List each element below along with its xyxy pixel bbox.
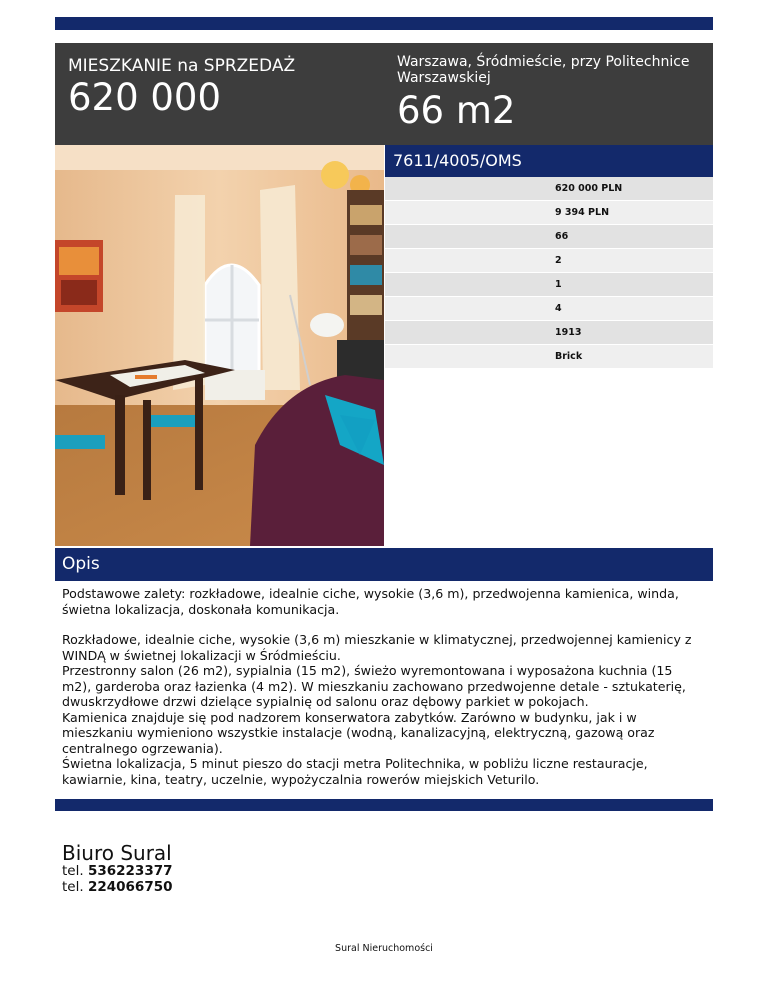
param-value: 1913 [555,327,582,338]
description-body [62,586,702,787]
param-value: 1 [555,279,562,290]
tel-label: tel. [62,879,84,895]
offer-price: 620 000 [68,76,222,119]
offer-parameters-table [385,177,713,369]
description-header [55,548,713,581]
offer-type-label: MIESZKANIE na SPRZEDAŻ [68,56,296,76]
description-line: Świetna lokalizacja, 5 minut pieszo do stacji metra Politechnika, w pobliżu liczne restauracje, kawiarnie, kina, teatry, uczelnie, wypożyczalnia rowerów miejskich Veturilo. [62,756,648,787]
param-value: 4 [555,303,562,314]
description-line: Przestronny salon (26 m2), sypialnia (15 m2), świeżo wyremontowana i wyposażona kuchnia (15 m2), garderoba oraz łazienka (4 m2). W mieszkaniu zachowano przedwojenne detale - sztukaterię, dwuskrzydłowe drzwi dzielące sypialnię od salonu oraz dębowy parkiet w pokojach. [62,663,686,709]
param-row [385,225,713,249]
agency-name: Biuro Sural [62,841,172,865]
offer-reference-bar [385,145,713,177]
offer-reference: 7611/4005/OMS [393,151,522,170]
param-row [385,297,713,321]
offer-header-left [55,43,385,145]
description-line: Kamienica znajduje się pod nadzorem konserwatora zabytków. Zarówno w budynku, jak i w mieszkaniu wymieniono wszystkie instalacje (wodną, kanalizacyjną, elektryczną, gazową oraz centralnego ogrzewania). [62,709,655,756]
offer-header-right [385,43,713,145]
param-value: Brick [555,351,583,362]
description-line: Rozkładowe, idealnie ciche, wysokie (3,6 m) mieszkanie w klimatycznej, przedwojennej kamienicy z WINDĄ w świetnej lokalizacji w Śródmieściu. [62,632,692,663]
param-value: 9 394 PLN [555,207,610,218]
param-row [385,345,713,369]
offer-area: 66 m2 [397,89,516,132]
description-title: Opis [62,554,100,574]
tel-label: tel. [62,863,84,879]
param-row [385,201,713,225]
param-row [385,249,713,273]
phone-number-2: 224066750 [87,879,173,895]
description-summary: Podstawowe zalety: rozkładowe, idealnie ciche, wysokie (3,6 m), przedwojenna kamienica, winda, świetna lokalizacja, doskonała komunikacja. [62,586,679,617]
offer-location: Warszawa, Śródmieście, przy Politechnice Warszawskiej [397,54,690,86]
section-divider-bar [55,799,713,811]
phone-line-1 [62,863,173,879]
param-value: 2 [555,255,562,266]
phone-number-1: 536223377 [87,863,173,879]
param-row [385,177,713,201]
param-value: 66 [555,231,569,242]
param-row [385,273,713,297]
param-row [385,321,713,345]
top-decorative-bar [55,17,713,30]
footer-company: Sural Nieruchomości [335,943,433,954]
apartment-photo [55,145,384,546]
phone-line-2 [62,879,173,895]
param-value: 620 000 PLN [555,183,623,194]
